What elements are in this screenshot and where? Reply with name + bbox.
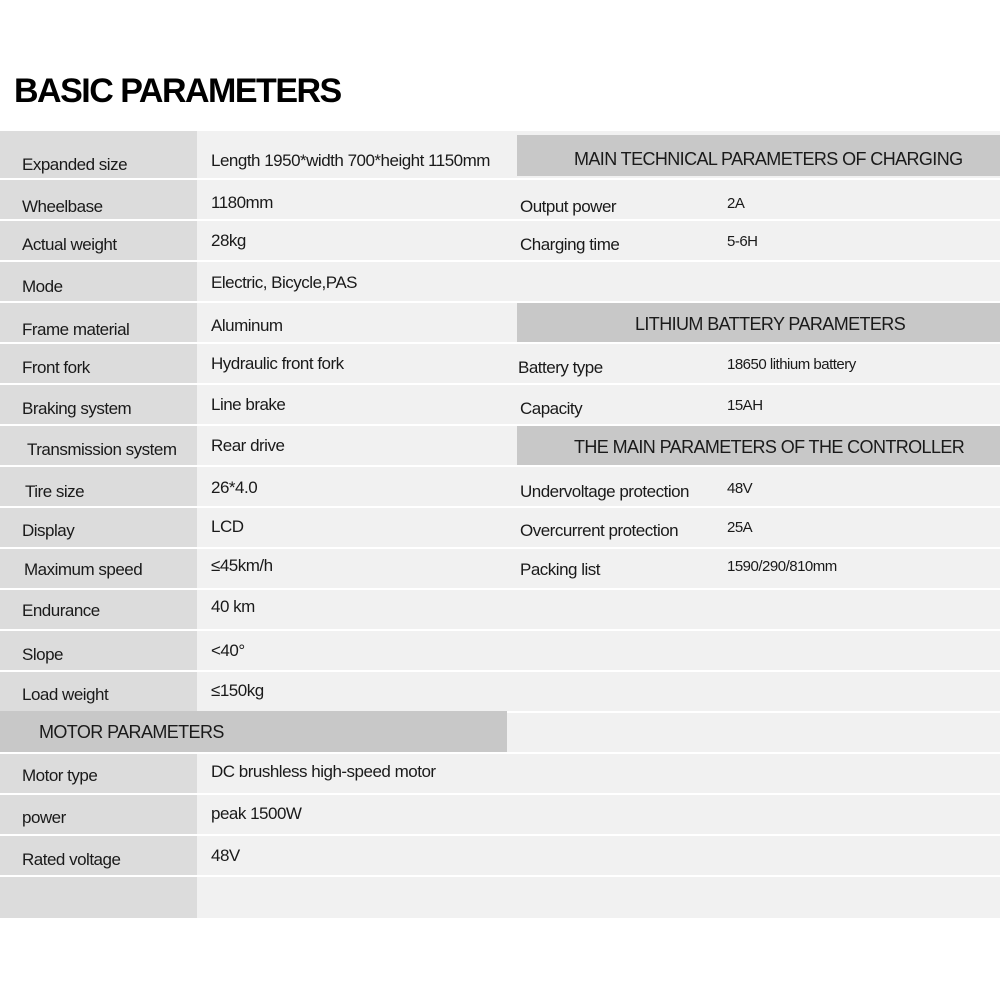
row-divider: [0, 752, 1000, 754]
row-divider: [0, 342, 1000, 344]
spec-label: Capacity: [520, 399, 583, 418]
spec-value: 40 km: [211, 597, 255, 616]
row-divider: [0, 629, 1000, 631]
charging-parameters-header: [517, 135, 1000, 176]
spec-label: Braking system: [22, 399, 132, 418]
spec-value: Line brake: [211, 395, 286, 414]
spec-value: 25A: [727, 519, 753, 536]
spec-label: Tire size: [25, 482, 85, 501]
spec-label: Frame material: [22, 320, 130, 339]
controller-parameters-header: [517, 426, 1000, 465]
section-header-label: THE MAIN PARAMETERS OF THE CONTROLLER: [574, 437, 965, 457]
spec-value: 5-6H: [727, 233, 758, 250]
row-divider: [0, 834, 1000, 836]
spec-label: Charging time: [520, 235, 620, 254]
spec-label: Motor type: [22, 766, 98, 785]
spec-value: 48V: [211, 846, 240, 865]
spec-label: Transmission system: [27, 440, 177, 459]
section-header-label: LITHIUM BATTERY PARAMETERS: [635, 314, 906, 334]
spec-label: Output power: [520, 197, 617, 216]
spec-value: DC brushless high-speed motor: [211, 762, 436, 781]
spec-value: Electric, Bicycle,PAS: [211, 273, 358, 292]
spec-value: Aluminum: [211, 316, 283, 335]
page-title: BASIC PARAMETERS: [14, 72, 341, 110]
spec-value: Rear drive: [211, 436, 285, 455]
spec-value: LCD: [211, 517, 244, 536]
row-divider: [0, 670, 1000, 672]
spec-label: Wheelbase: [22, 197, 103, 216]
spec-value: 1180mm: [211, 193, 273, 212]
spec-label: Maximum speed: [24, 560, 143, 579]
spec-label: Rated voltage: [22, 850, 121, 869]
spec-label: Mode: [22, 277, 63, 296]
spec-value: 48V: [727, 480, 753, 497]
spec-label: Actual weight: [22, 235, 117, 254]
row-divider: [0, 465, 1000, 467]
row-divider: [0, 588, 1000, 590]
section-header-label: MOTOR PARAMETERS: [39, 722, 224, 742]
spec-label: Expanded size: [22, 155, 128, 174]
spec-label: Undervoltage protection: [520, 482, 690, 501]
row-divider: [0, 547, 1000, 549]
spec-value: ≤45km/h: [211, 556, 273, 575]
spec-label: Overcurrent protection: [520, 521, 679, 540]
row-divider: [0, 793, 1000, 795]
spec-label: Endurance: [22, 601, 100, 620]
row-divider: [0, 219, 1000, 221]
spec-value: peak 1500W: [211, 804, 302, 823]
spec-label: Display: [22, 521, 75, 540]
spec-value: ≤150kg: [211, 681, 264, 700]
section-header-label: MAIN TECHNICAL PARAMETERS OF CHARGING: [574, 149, 963, 169]
row-divider: [0, 383, 1000, 385]
motor-parameters-header: [0, 711, 507, 752]
row-divider: [0, 875, 1000, 877]
spec-label: Load weight: [22, 685, 109, 704]
spec-label: Battery type: [518, 358, 603, 377]
row-divider: [0, 260, 1000, 262]
spec-value: 26*4.0: [211, 478, 258, 497]
spec-table: [0, 131, 1000, 918]
spec-value: Hydraulic front fork: [211, 354, 344, 373]
spec-value: 15AH: [727, 397, 763, 414]
spec-label: Front fork: [22, 358, 90, 377]
spec-label: power: [22, 808, 66, 827]
spec-label: Slope: [22, 645, 63, 664]
spec-label: Packing list: [520, 560, 600, 579]
row-divider: [0, 506, 1000, 508]
spec-value: 18650 lithium battery: [727, 356, 856, 373]
spec-value: 2A: [727, 195, 745, 212]
row-divider: [0, 178, 1000, 180]
spec-value: <40°: [211, 641, 245, 660]
battery-parameters-header: [517, 303, 1000, 342]
spec-value: Length 1950*width 700*height 1150mm: [211, 151, 490, 170]
spec-value: 1590/290/810mm: [727, 558, 837, 575]
spec-value: 28kg: [211, 231, 246, 250]
